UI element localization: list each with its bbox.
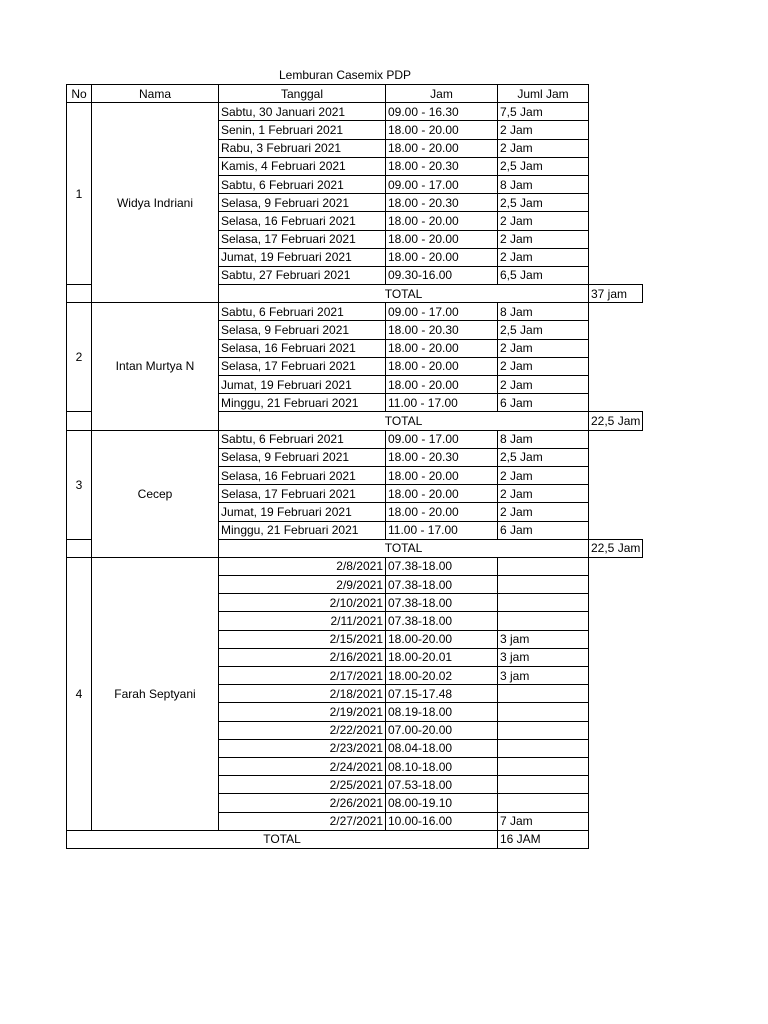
- total-spacer: [67, 285, 92, 303]
- cell-tanggal: Sabtu, 6 Februari 2021: [219, 175, 386, 193]
- table-row: [67, 303, 643, 321]
- cell-jam: 18.00 - 20.00: [386, 248, 498, 266]
- cell-tanggal: Minggu, 21 Februari 2021: [219, 521, 386, 539]
- cell-jam: 09.30-16.00: [386, 266, 498, 284]
- cell-jam: 08.04-18.00: [386, 739, 498, 757]
- cell-juml-jam: 3 jam: [498, 630, 589, 648]
- cell-jam: 18.00 - 20.30: [386, 448, 498, 466]
- cell-tanggal: Senin, 1 Februari 2021: [219, 121, 386, 139]
- cell-jam: 18.00 - 20.30: [386, 194, 498, 212]
- cell-juml-jam: 2,5 Jam: [498, 194, 589, 212]
- cell-tanggal: Selasa, 9 Februari 2021: [219, 321, 386, 339]
- cell-tanggal: Selasa, 17 Februari 2021: [219, 485, 386, 503]
- row-number: 2: [67, 303, 92, 412]
- cell-jam: 18.00 - 20.00: [386, 357, 498, 375]
- cell-tanggal: 2/11/2021: [219, 612, 386, 630]
- cell-jam: 18.00 - 20.30: [386, 321, 498, 339]
- cell-jam: 18.00 - 20.00: [386, 466, 498, 484]
- cell-juml-jam: [498, 612, 589, 630]
- cell-tanggal: Sabtu, 27 Februari 2021: [219, 266, 386, 284]
- cell-juml-jam: 3 jam: [498, 648, 589, 666]
- cell-jam: 07.38-18.00: [386, 557, 498, 575]
- total-value: 16 JAM: [498, 830, 589, 848]
- row-number: 1: [67, 103, 92, 285]
- cell-tanggal: Jumat, 19 Februari 2021: [219, 376, 386, 394]
- cell-juml-jam: [498, 721, 589, 739]
- cell-jam: 11.00 - 17.00: [386, 521, 498, 539]
- cell-tanggal: 2/24/2021: [219, 757, 386, 775]
- cell-jam: 18.00 - 20.00: [386, 485, 498, 503]
- cell-jam: 10.00-16.00: [386, 812, 498, 830]
- cell-juml-jam: 2 Jam: [498, 466, 589, 484]
- cell-tanggal: Selasa, 16 Februari 2021: [219, 339, 386, 357]
- cell-juml-jam: 2 Jam: [498, 339, 589, 357]
- cell-juml-jam: 2 Jam: [498, 357, 589, 375]
- cell-juml-jam: 6,5 Jam: [498, 266, 589, 284]
- cell-jam: 09.00 - 17.00: [386, 175, 498, 193]
- cell-tanggal: 2/17/2021: [219, 667, 386, 685]
- cell-jam: 18.00 - 20.00: [386, 212, 498, 230]
- cell-jam: 18.00-20.01: [386, 648, 498, 666]
- cell-juml-jam: 2,5 Jam: [498, 157, 589, 175]
- cell-tanggal: 2/16/2021: [219, 648, 386, 666]
- cell-juml-jam: 6 Jam: [498, 394, 589, 412]
- cell-jam: 18.00-20.02: [386, 667, 498, 685]
- cell-jam: 09.00 - 17.00: [386, 303, 498, 321]
- cell-tanggal: Selasa, 17 Februari 2021: [219, 357, 386, 375]
- cell-jam: 18.00 - 20.00: [386, 139, 498, 157]
- cell-tanggal: 2/26/2021: [219, 794, 386, 812]
- cell-jam: 18.00 - 20.00: [386, 121, 498, 139]
- cell-tanggal: 2/25/2021: [219, 776, 386, 794]
- cell-tanggal: Selasa, 17 Februari 2021: [219, 230, 386, 248]
- row-number: 3: [67, 430, 92, 539]
- cell-tanggal: Jumat, 19 Februari 2021: [219, 503, 386, 521]
- cell-tanggal: Sabtu, 6 Februari 2021: [219, 430, 386, 448]
- table-body: [67, 85, 643, 849]
- cell-jam: 18.00-20.00: [386, 630, 498, 648]
- cell-juml-jam: 2 Jam: [498, 121, 589, 139]
- cell-juml-jam: 2 Jam: [498, 212, 589, 230]
- cell-jam: 09.00 - 16.30: [386, 103, 498, 121]
- cell-juml-jam: 7 Jam: [498, 812, 589, 830]
- cell-jam: 07.38-18.00: [386, 594, 498, 612]
- header-tanggal: Tanggal: [219, 85, 386, 103]
- cell-tanggal: 2/27/2021: [219, 812, 386, 830]
- cell-juml-jam: [498, 794, 589, 812]
- header-juml-jam: Juml Jam: [498, 85, 589, 103]
- total-label: TOTAL: [219, 412, 589, 430]
- cell-juml-jam: 2 Jam: [498, 376, 589, 394]
- cell-juml-jam: [498, 557, 589, 575]
- cell-juml-jam: 2 Jam: [498, 503, 589, 521]
- employee-name: Cecep: [92, 430, 219, 557]
- cell-jam: 11.00 - 17.00: [386, 394, 498, 412]
- cell-juml-jam: [498, 739, 589, 757]
- cell-juml-jam: [498, 594, 589, 612]
- cell-jam: 07.15-17.48: [386, 685, 498, 703]
- cell-juml-jam: [498, 576, 589, 594]
- cell-tanggal: Minggu, 21 Februari 2021: [219, 394, 386, 412]
- total-value: 22,5 Jam: [589, 412, 643, 430]
- cell-juml-jam: [498, 703, 589, 721]
- total-label: TOTAL: [219, 539, 589, 557]
- header-nama: Nama: [92, 85, 219, 103]
- cell-tanggal: Sabtu, 30 Januari 2021: [219, 103, 386, 121]
- cell-jam: 07.00-20.00: [386, 721, 498, 739]
- cell-tanggal: Jumat, 19 Februari 2021: [219, 248, 386, 266]
- cell-juml-jam: 2,5 Jam: [498, 321, 589, 339]
- cell-jam: 08.19-18.00: [386, 703, 498, 721]
- cell-juml-jam: 7,5 Jam: [498, 103, 589, 121]
- row-number: 4: [67, 557, 92, 830]
- cell-juml-jam: 8 Jam: [498, 430, 589, 448]
- employee-name: Widya Indriani: [92, 103, 219, 303]
- cell-juml-jam: 2 Jam: [498, 139, 589, 157]
- cell-juml-jam: 8 Jam: [498, 175, 589, 193]
- total-label: TOTAL: [219, 285, 589, 303]
- cell-juml-jam: 2 Jam: [498, 230, 589, 248]
- total-value: 37 jam: [589, 285, 643, 303]
- cell-tanggal: Sabtu, 6 Februari 2021: [219, 303, 386, 321]
- cell-juml-jam: 2 Jam: [498, 485, 589, 503]
- total-label: TOTAL: [67, 830, 498, 848]
- cell-jam: 07.38-18.00: [386, 576, 498, 594]
- employee-name: Intan Murtya N: [92, 303, 219, 430]
- overtime-table: [66, 84, 643, 849]
- cell-jam: 08.10-18.00: [386, 757, 498, 775]
- cell-tanggal: 2/23/2021: [219, 739, 386, 757]
- cell-tanggal: 2/22/2021: [219, 721, 386, 739]
- cell-juml-jam: 8 Jam: [498, 303, 589, 321]
- cell-juml-jam: 2,5 Jam: [498, 448, 589, 466]
- cell-jam: 08.00-19.10: [386, 794, 498, 812]
- cell-jam: 07.38-18.00: [386, 612, 498, 630]
- employee-name: Farah Septyani: [92, 557, 219, 830]
- cell-juml-jam: [498, 757, 589, 775]
- cell-jam: 18.00 - 20.00: [386, 503, 498, 521]
- header-jam: Jam: [386, 85, 498, 103]
- cell-tanggal: Selasa, 16 Februari 2021: [219, 212, 386, 230]
- cell-tanggal: Selasa, 9 Februari 2021: [219, 194, 386, 212]
- cell-tanggal: Kamis, 4 Februari 2021: [219, 157, 386, 175]
- cell-tanggal: 2/8/2021: [219, 557, 386, 575]
- table-row: [67, 557, 643, 575]
- cell-tanggal: 2/19/2021: [219, 703, 386, 721]
- cell-tanggal: 2/18/2021: [219, 685, 386, 703]
- total-value: 22,5 Jam: [589, 539, 643, 557]
- cell-jam: 09.00 - 17.00: [386, 430, 498, 448]
- cell-juml-jam: 6 Jam: [498, 521, 589, 539]
- total-row: [67, 830, 643, 848]
- cell-tanggal: 2/15/2021: [219, 630, 386, 648]
- cell-tanggal: 2/9/2021: [219, 576, 386, 594]
- sheet-title: Lemburan Casemix PDP: [278, 68, 412, 82]
- cell-tanggal: Selasa, 9 Februari 2021: [219, 448, 386, 466]
- cell-jam: 18.00 - 20.00: [386, 230, 498, 248]
- cell-tanggal: Selasa, 16 Februari 2021: [219, 466, 386, 484]
- table-row: [67, 103, 643, 121]
- cell-juml-jam: 3 jam: [498, 667, 589, 685]
- cell-tanggal: Rabu, 3 Februari 2021: [219, 139, 386, 157]
- cell-jam: 18.00 - 20.00: [386, 339, 498, 357]
- cell-juml-jam: [498, 685, 589, 703]
- cell-juml-jam: 2 Jam: [498, 248, 589, 266]
- cell-tanggal: 2/10/2021: [219, 594, 386, 612]
- cell-jam: 18.00 - 20.30: [386, 157, 498, 175]
- cell-jam: 07.53-18.00: [386, 776, 498, 794]
- cell-jam: 18.00 - 20.00: [386, 376, 498, 394]
- total-spacer: [67, 412, 92, 430]
- total-spacer: [67, 539, 92, 557]
- table-row: [67, 430, 643, 448]
- header-row: [67, 85, 643, 103]
- cell-juml-jam: [498, 776, 589, 794]
- header-no: No: [67, 85, 92, 103]
